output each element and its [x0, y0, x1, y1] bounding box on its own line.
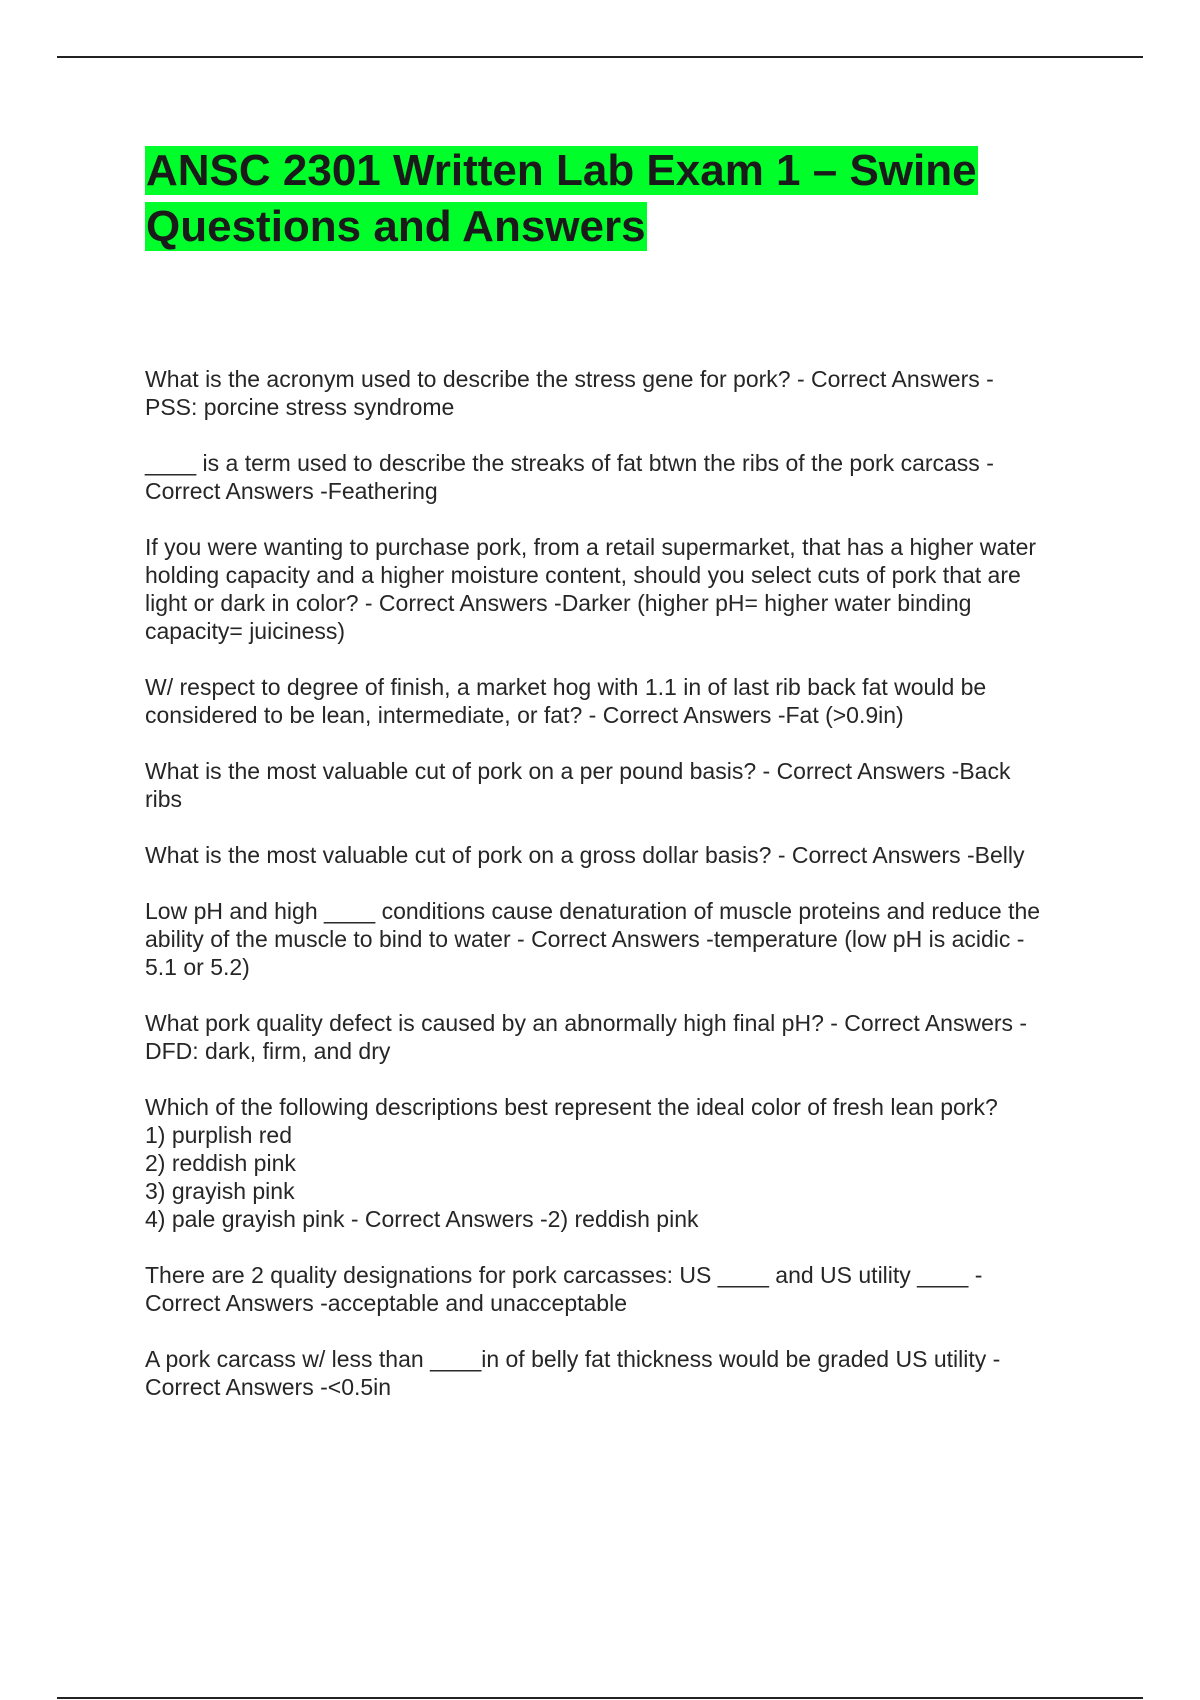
qa-line: Which of the following descriptions best represent the ideal color of fresh lean pork? — [145, 1094, 998, 1120]
qa-line: 2) reddish pink — [145, 1150, 296, 1176]
qa-item — [145, 449, 1090, 505]
qa-line: What is the acronym used to describe the stress gene for pork? - Correct Answers - — [145, 366, 994, 392]
qa-line: ability of the muscle to bind to water - Correct Answers -temperature (low pH is acidic - — [145, 926, 1025, 952]
qa-line: considered to be lean, intermediate, or fat? - Correct Answers -Fat (>0.9in) — [145, 702, 904, 728]
bottom-rule — [57, 1697, 1143, 1699]
qa-item — [145, 1093, 1090, 1233]
qa-line: capacity= juiciness) — [145, 618, 346, 644]
title-line-2: Questions and Answers — [146, 202, 646, 251]
qa-item — [145, 1261, 1090, 1317]
qa-line: DFD: dark, firm, and dry — [145, 1038, 391, 1064]
top-rule — [57, 56, 1143, 58]
qa-line: 3) grayish pink — [145, 1178, 295, 1204]
qa-line: 1) purplish red — [145, 1122, 293, 1148]
qa-item — [145, 673, 1090, 729]
qa-line: Low pH and high ____ conditions cause denaturation of muscle proteins and reduce the — [145, 898, 1041, 924]
qa-line: If you were wanting to purchase pork, from a retail supermarket, that has a higher water — [145, 534, 1037, 560]
qa-line: ribs — [145, 786, 183, 812]
qa-line: ____ is a term used to describe the streaks of fat btwn the ribs of the pork carcass - — [145, 450, 994, 476]
qa-line: A pork carcass w/ less than ____in of belly fat thickness would be graded US utility - — [145, 1346, 1001, 1372]
qa-line: 4) pale grayish pink - Correct Answers -2) reddish pink — [145, 1206, 699, 1232]
qa-item — [145, 1345, 1090, 1401]
qa-line: PSS: porcine stress syndrome — [145, 394, 455, 420]
qa-item — [145, 533, 1090, 645]
title-line-1: ANSC 2301 Written Lab Exam 1 – Swine — [146, 146, 977, 195]
qa-line: What is the most valuable cut of pork on a per pound basis? - Correct Answers -Back — [145, 758, 1011, 784]
qa-line: light or dark in color? - Correct Answers -Darker (higher pH= higher water binding — [145, 590, 972, 616]
qa-item — [145, 841, 1090, 869]
qa-line: 5.1 or 5.2) — [145, 954, 250, 980]
qa-line: What is the most valuable cut of pork on a gross dollar basis? - Correct Answers -Belly — [145, 842, 1025, 868]
qa-line: W/ respect to degree of finish, a market hog with 1.1 in of last rib back fat would be — [145, 674, 987, 700]
qa-line: Correct Answers -<0.5in — [145, 1374, 392, 1400]
qa-line: holding capacity and a higher moisture content, should you select cuts of pork that are — [145, 562, 1021, 588]
title-highlight — [145, 146, 978, 251]
qa-line: Correct Answers -acceptable and unacceptable — [145, 1290, 628, 1316]
qa-line: What pork quality defect is caused by an abnormally high final pH? - Correct Answers - — [145, 1010, 1028, 1036]
qa-item — [145, 365, 1090, 421]
qa-item — [145, 757, 1090, 813]
qa-line: Correct Answers -Feathering — [145, 478, 438, 504]
qa-item — [145, 897, 1090, 981]
page-title — [145, 143, 1105, 255]
qa-line: There are 2 quality designations for pork carcasses: US ____ and US utility ____ - — [145, 1262, 983, 1288]
qa-item — [145, 1009, 1090, 1065]
qa-list — [145, 365, 1090, 1429]
